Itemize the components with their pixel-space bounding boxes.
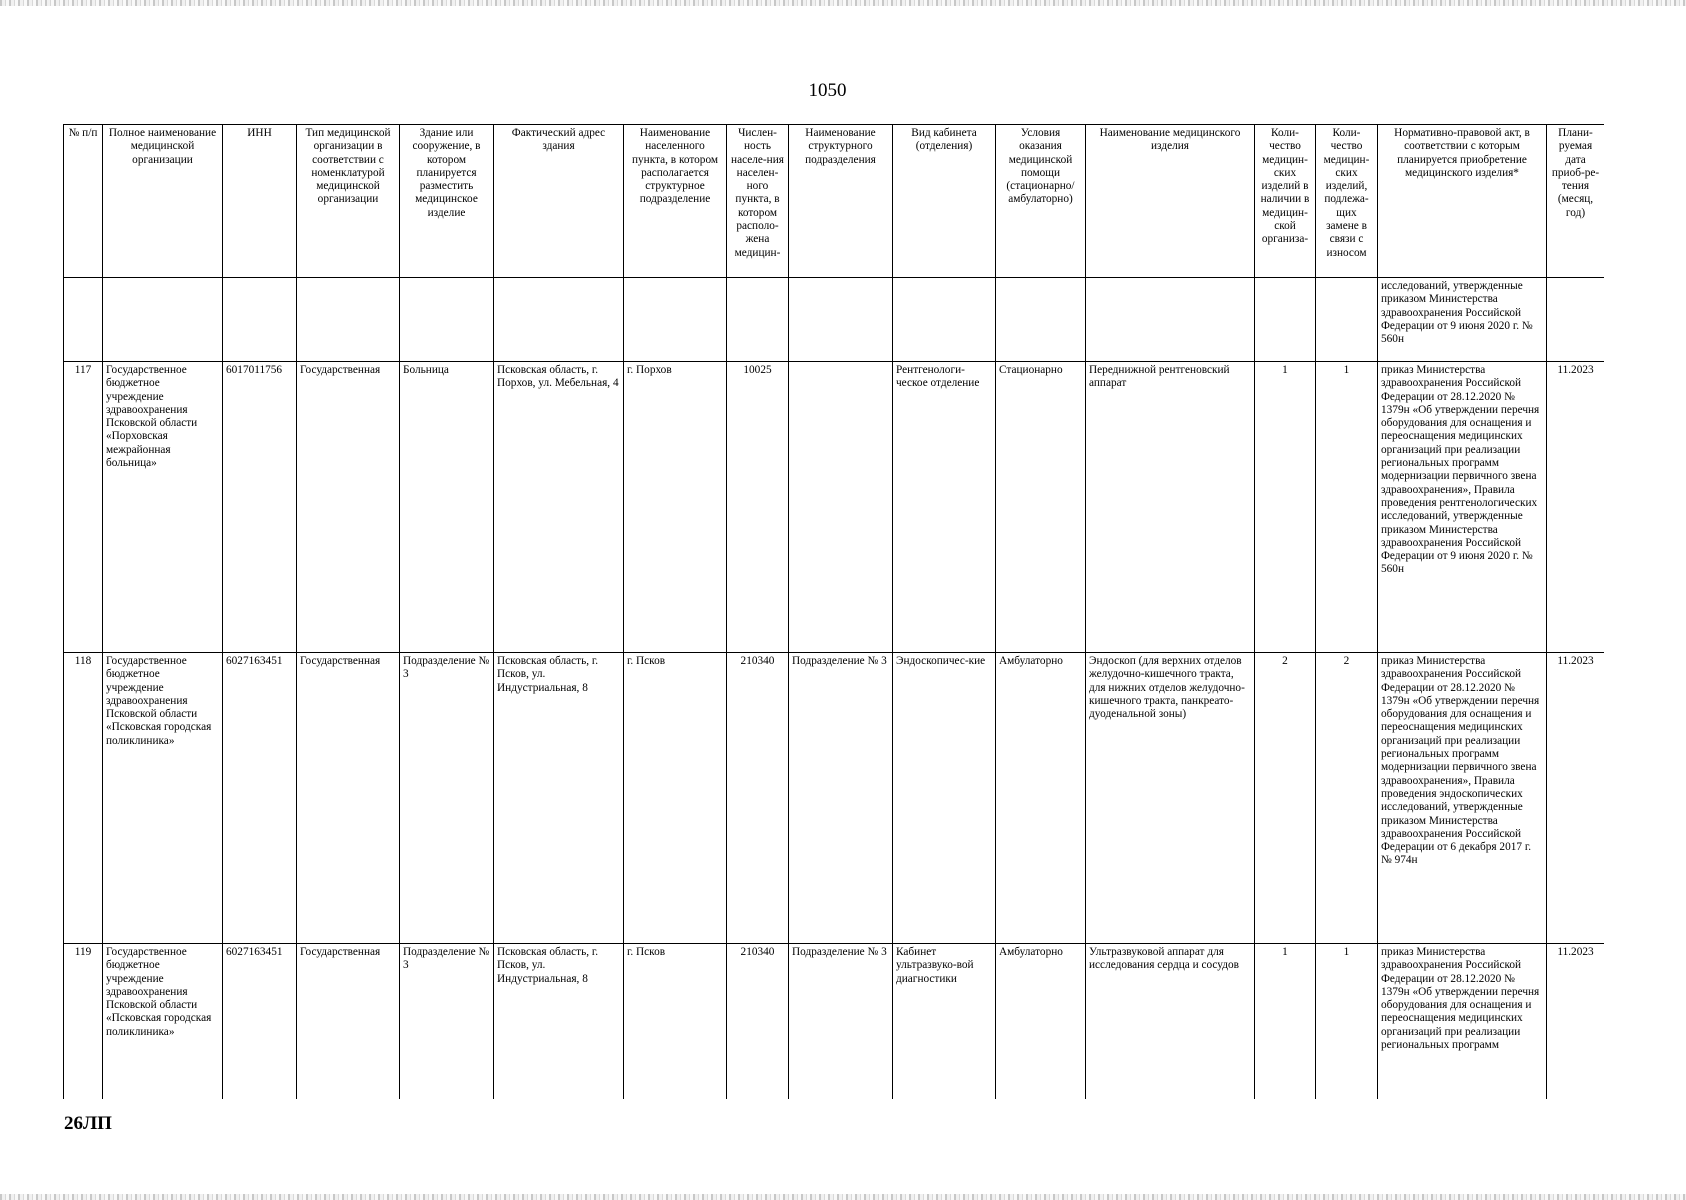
cell-replace: 1: [1316, 944, 1378, 1100]
cell-qty: 1: [1255, 944, 1316, 1100]
table-row: [64, 362, 1605, 653]
cell-act: приказ Министерства здравоохранения Российской Федерации от 28.12.2020 № 1379н «Об утверждении перечня оборудования для оснащения и переоснащения медицинских организаций при реализации региональных программ модернизации первичного звена здравоохранения», Правила проведения эндоскопических исследований, утвержденные приказом Министерства здравоохранения Российской Федерации от 6 декабря 2017 г. № 974н: [1378, 653, 1547, 944]
header-date: Плани-руемая дата приоб-ре-тения (месяц, год): [1547, 125, 1605, 278]
cell-building: Больница: [400, 362, 494, 653]
medical-equipment-table: [63, 124, 1604, 1099]
scan-edge-top: [0, 0, 1686, 6]
cell-org: Государственное бюджетное учреждение здравоохранения Псковской области «Псковская городская поликлиника»: [103, 944, 223, 1100]
cell-inn: 6017011756: [223, 362, 297, 653]
cell-act: приказ Министерства здравоохранения Российской Федерации от 28.12.2020 № 1379н «Об утверждении перечня оборудования для оснащения и переоснащения медицинских организаций при реализации региональных программ модернизации первичного звена здравоохранения», Правила проведения рентгенологических исследований, утвержденные приказом Министерства здравоохранения Российской Федерации от 9 июня 2020 г. № 560н: [1378, 362, 1547, 653]
page-number: 1050: [808, 80, 847, 101]
header-building: Здание или сооружение, в котором планируется разместить медицинское изделие: [400, 125, 494, 278]
cell-building: Подразделение № 3: [400, 944, 494, 1100]
cell-locality: г. Псков: [624, 944, 727, 1100]
cell-type: Государственная: [297, 944, 400, 1100]
header-population: Числен-ность населе-ния населен-ного пункта, в котором располо-жена медицин-: [727, 125, 789, 278]
cell-date: 11.2023: [1547, 944, 1605, 1100]
cell-org: Государственное бюджетное учреждение здравоохранения Псковской области «Порховская межрайонная больница»: [103, 362, 223, 653]
cell-conditions: Стационарно: [996, 362, 1086, 653]
cell-division: Подразделение № 3: [789, 944, 893, 1100]
cell-division: Подразделение № 3: [789, 653, 893, 944]
cell-population: 10025: [727, 362, 789, 653]
scan-edge-bottom: [0, 1194, 1686, 1200]
cell-qty: 2: [1255, 653, 1316, 944]
header-cabinet: Вид кабинета (отделения): [893, 125, 996, 278]
cell-replace: 2: [1316, 653, 1378, 944]
cell-device: Эндоскоп (для верхних отделов желудочно-кишечного тракта, для нижних отделов желудочно-кишечного тракта, панкреато-дуоденальной зоны): [1086, 653, 1255, 944]
cell-population: 210340: [727, 653, 789, 944]
cell-device: Ультразвуковой аппарат для исследования сердца и сосудов: [1086, 944, 1255, 1100]
cell-inn: 6027163451: [223, 944, 297, 1100]
header-row: [64, 125, 1605, 278]
cell-replace: 1: [1316, 362, 1378, 653]
header-qty: Коли-чество медицин-ских изделий в наличии в медицин-ской организа-: [1255, 125, 1316, 278]
header-division: Наименование структурного подразделения: [789, 125, 893, 278]
table-row-continuation: [64, 278, 1605, 362]
cell-conditions: Амбулаторно: [996, 944, 1086, 1100]
header-address: Фактический адрес здания: [494, 125, 624, 278]
cell-cabinet: Рентгенологи-ческое отделение: [893, 362, 996, 653]
header-inn: ИНН: [223, 125, 297, 278]
header-device: Наименование медицинского изделия: [1086, 125, 1255, 278]
cell-type: Государственная: [297, 362, 400, 653]
cell-qty: 1: [1255, 362, 1316, 653]
cell-locality: г. Порхов: [624, 362, 727, 653]
cell-date: 11.2023: [1547, 653, 1605, 944]
table-row: [64, 653, 1605, 944]
header-act: Нормативно-правовой акт, в соответствии с которым планируется приобретение медицинского изделия*: [1378, 125, 1547, 278]
cell-org: Государственное бюджетное учреждение здравоохранения Псковской области «Псковская городская поликлиника»: [103, 653, 223, 944]
cell-act-continuation: исследований, утвержденные приказом Министерства здравоохранения Российской Федерации от 9 июня 2020 г. № 560н: [1378, 278, 1547, 362]
header-conditions: Условия оказания медицинской помощи (стационарно/ амбулаторно): [996, 125, 1086, 278]
cell-address: Псковская область, г. Порхов, ул. Мебельная, 4: [494, 362, 624, 653]
cell-num: 117: [64, 362, 103, 653]
cell-date: 11.2023: [1547, 362, 1605, 653]
cell-address: Псковская область, г. Псков, ул. Индустриальная, 8: [494, 653, 624, 944]
cell-conditions: Амбулаторно: [996, 653, 1086, 944]
cell-act: приказ Министерства здравоохранения Российской Федерации от 28.12.2020 № 1379н «Об утверждении перечня оборудования для оснащения и переоснащения медицинских организаций при реализации региональных программ: [1378, 944, 1547, 1100]
cell-address: Псковская область, г. Псков, ул. Индустриальная, 8: [494, 944, 624, 1100]
header-locality: Наименование населенного пункта, в котором располагается структурное подразделение: [624, 125, 727, 278]
footer-code: 26ЛП: [64, 1113, 112, 1134]
cell-inn: 6027163451: [223, 653, 297, 944]
table-wrapper: [63, 124, 1604, 1099]
header-type: Тип медицинской организации в соответствии с номенклатурой медицинской организации: [297, 125, 400, 278]
header-org: Полное наименование медицинской организации: [103, 125, 223, 278]
cell-population: 210340: [727, 944, 789, 1100]
cell-num: 118: [64, 653, 103, 944]
cell-num: 119: [64, 944, 103, 1100]
cell-cabinet: Эндоскопичес-кие: [893, 653, 996, 944]
cell-locality: г. Псков: [624, 653, 727, 944]
cell-building: Подразделение № 3: [400, 653, 494, 944]
cell-division: [789, 362, 893, 653]
cell-type: Государственная: [297, 653, 400, 944]
cell-device: Переднижной рентгеновский аппарат: [1086, 362, 1255, 653]
cell-cabinet: Кабинет ультразвуко-вой диагностики: [893, 944, 996, 1100]
header-num: № п/п: [64, 125, 103, 278]
header-replace: Коли-чество медицин-ских изделий, подлежа-щих замене в связи с износом: [1316, 125, 1378, 278]
table-row: [64, 944, 1605, 1100]
